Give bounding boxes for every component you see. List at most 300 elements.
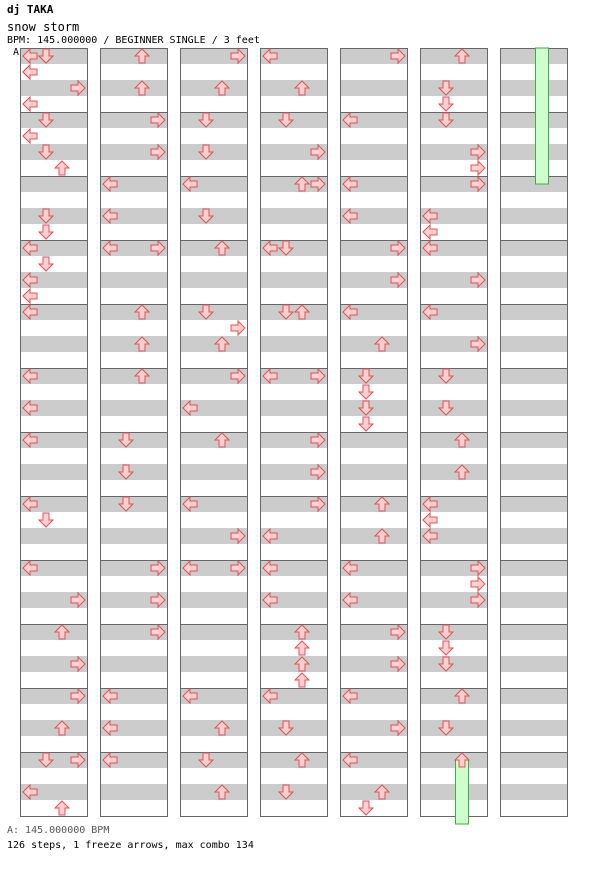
down-arrow-icon [39, 49, 53, 63]
left-arrow-icon [23, 401, 37, 415]
beat-stripe [340, 656, 408, 672]
left-arrow-icon [103, 753, 117, 767]
beat-stripe [340, 112, 408, 128]
beat-stripe [20, 720, 88, 736]
beat-stripe [420, 752, 488, 768]
up-arrow-icon [55, 625, 69, 639]
beat-stripe [180, 80, 248, 96]
left-arrow-icon [23, 241, 37, 255]
beat-stripe [340, 208, 408, 224]
freeze-body [456, 760, 469, 824]
down-arrow-icon [119, 465, 133, 479]
beat-stripe [340, 496, 408, 512]
beat-stripe [340, 144, 408, 160]
beat-stripe [20, 432, 88, 448]
beat-stripe [100, 752, 168, 768]
left-arrow-icon [103, 177, 117, 191]
beat-stripe [260, 464, 328, 480]
left-arrow-icon [343, 753, 357, 767]
beat-stripe [180, 656, 248, 672]
right-arrow-icon [471, 161, 485, 175]
beat-stripe [180, 176, 248, 192]
beat-stripe [20, 560, 88, 576]
beat-stripe [420, 400, 488, 416]
beat-stripe [260, 208, 328, 224]
left-arrow-icon [263, 593, 277, 607]
bpm-marker-line [21, 48, 88, 49]
beat-stripe [180, 304, 248, 320]
beat-stripe [180, 592, 248, 608]
beat-stripe [500, 336, 568, 352]
right-arrow-icon [231, 529, 245, 543]
left-arrow-icon [183, 689, 197, 703]
beat-stripe [20, 240, 88, 256]
left-arrow-icon [23, 273, 37, 287]
beat-stripe [260, 80, 328, 96]
beat-stripe [340, 80, 408, 96]
beat-stripe [260, 432, 328, 448]
beat-stripe [180, 336, 248, 352]
beat-stripe [20, 112, 88, 128]
beat-stripe [100, 208, 168, 224]
down-arrow-icon [439, 369, 453, 383]
left-arrow-icon [343, 177, 357, 191]
left-arrow-icon [263, 689, 277, 703]
beat-stripe [20, 496, 88, 512]
left-arrow-icon [183, 497, 197, 511]
beat-stripe [420, 784, 488, 800]
beat-stripe [500, 752, 568, 768]
beat-stripe [260, 176, 328, 192]
down-arrow-icon [359, 801, 373, 815]
left-arrow-icon [23, 49, 37, 63]
beat-stripe [260, 592, 328, 608]
down-arrow-icon [439, 657, 453, 671]
up-arrow-icon [295, 657, 309, 671]
right-arrow-icon [391, 49, 405, 63]
right-arrow-icon [151, 113, 165, 127]
up-arrow-icon [215, 81, 229, 95]
up-arrow-icon [135, 81, 149, 95]
left-arrow-icon [23, 289, 37, 303]
down-arrow-icon [439, 641, 453, 655]
beat-stripe [500, 624, 568, 640]
right-arrow-icon [471, 561, 485, 575]
up-arrow-icon [455, 753, 469, 767]
up-arrow-icon [135, 305, 149, 319]
beat-stripe [20, 400, 88, 416]
down-arrow-icon [439, 97, 453, 111]
right-arrow-icon [391, 625, 405, 639]
right-arrow-icon [471, 577, 485, 591]
left-arrow-icon [183, 561, 197, 575]
down-arrow-icon [279, 113, 293, 127]
down-arrow-icon [39, 209, 53, 223]
beat-stripe [20, 592, 88, 608]
column-border [501, 49, 568, 817]
beat-stripe [500, 208, 568, 224]
beat-stripe [500, 48, 568, 64]
left-arrow-icon [263, 561, 277, 575]
left-arrow-icon [23, 785, 37, 799]
right-arrow-icon [391, 721, 405, 735]
up-arrow-icon [215, 721, 229, 735]
left-arrow-icon [423, 305, 437, 319]
beat-stripe [340, 368, 408, 384]
beat-stripe [420, 656, 488, 672]
beat-stripe [500, 432, 568, 448]
beat-stripe [20, 528, 88, 544]
beat-stripe [20, 80, 88, 96]
beat-stripe [340, 560, 408, 576]
beat-stripe [260, 656, 328, 672]
beat-stripe [500, 720, 568, 736]
beat-stripe [340, 592, 408, 608]
beat-stripe [180, 688, 248, 704]
beat-stripe [420, 112, 488, 128]
step-stats: 126 steps, 1 freeze arrows, max combo 134 [7, 840, 254, 851]
beat-stripe [260, 48, 328, 64]
beat-stripe [500, 464, 568, 480]
beat-stripe [100, 496, 168, 512]
down-arrow-icon [359, 369, 373, 383]
beat-stripe [420, 720, 488, 736]
right-arrow-icon [311, 369, 325, 383]
up-arrow-icon [455, 49, 469, 63]
down-arrow-icon [199, 753, 213, 767]
up-arrow-icon [215, 337, 229, 351]
chart-column [100, 48, 168, 817]
beat-stripe [340, 176, 408, 192]
beat-stripe [20, 656, 88, 672]
left-arrow-icon [423, 529, 437, 543]
left-arrow-icon [423, 497, 437, 511]
beat-stripe [180, 784, 248, 800]
beat-stripe [420, 432, 488, 448]
beat-stripe [260, 144, 328, 160]
column-border [101, 49, 168, 817]
up-arrow-icon [135, 337, 149, 351]
chart-column [260, 48, 328, 817]
beat-stripe [340, 272, 408, 288]
left-arrow-icon [103, 721, 117, 735]
up-arrow-icon [375, 529, 389, 543]
left-arrow-icon [343, 593, 357, 607]
left-arrow-icon [423, 225, 437, 239]
beat-stripe [260, 688, 328, 704]
beat-stripe [180, 208, 248, 224]
freeze-body [536, 48, 549, 184]
right-arrow-icon [71, 81, 85, 95]
beat-stripe [500, 176, 568, 192]
right-arrow-icon [471, 337, 485, 351]
down-arrow-icon [39, 257, 53, 271]
up-arrow-icon [455, 433, 469, 447]
down-arrow-icon [439, 81, 453, 95]
beat-stripe [260, 368, 328, 384]
beat-stripe [340, 304, 408, 320]
beat-stripe [420, 368, 488, 384]
left-arrow-icon [23, 497, 37, 511]
column-border [21, 49, 88, 817]
beat-stripe [180, 720, 248, 736]
beat-stripe [340, 688, 408, 704]
right-arrow-icon [311, 465, 325, 479]
beat-stripe [260, 560, 328, 576]
right-arrow-icon [231, 321, 245, 335]
beat-stripe [100, 48, 168, 64]
down-arrow-icon [39, 113, 53, 127]
chart-column [500, 48, 568, 817]
right-arrow-icon [71, 689, 85, 703]
down-arrow-icon [199, 209, 213, 223]
beat-stripe [20, 624, 88, 640]
beat-stripe [100, 560, 168, 576]
down-arrow-icon [199, 305, 213, 319]
beat-stripe [20, 176, 88, 192]
right-arrow-icon [311, 177, 325, 191]
beat-stripe [20, 784, 88, 800]
beat-stripe [20, 208, 88, 224]
beat-stripe [500, 304, 568, 320]
beat-stripe [260, 112, 328, 128]
beat-stripe [100, 400, 168, 416]
down-arrow-icon [39, 49, 53, 63]
beat-stripe [20, 368, 88, 384]
beat-stripe [20, 464, 88, 480]
beat-stripe [420, 592, 488, 608]
beat-stripe [100, 688, 168, 704]
beat-stripe [180, 240, 248, 256]
left-arrow-icon [23, 65, 37, 79]
left-arrow-icon [423, 241, 437, 255]
beat-stripe [500, 112, 568, 128]
left-arrow-icon [343, 689, 357, 703]
left-arrow-icon [23, 129, 37, 143]
beat-stripe [420, 80, 488, 96]
left-arrow-icon [103, 209, 117, 223]
beat-stripe [340, 48, 408, 64]
beat-stripe [260, 240, 328, 256]
beat-stripe [420, 464, 488, 480]
left-arrow-icon [23, 97, 37, 111]
beat-stripe [20, 752, 88, 768]
up-arrow-icon [55, 721, 69, 735]
down-arrow-icon [199, 113, 213, 127]
beat-stripe [100, 368, 168, 384]
beat-stripe [260, 272, 328, 288]
left-arrow-icon [423, 513, 437, 527]
beat-stripe [20, 336, 88, 352]
beat-stripe [340, 464, 408, 480]
up-arrow-icon [295, 753, 309, 767]
beat-stripe [500, 80, 568, 96]
down-arrow-icon [279, 305, 293, 319]
right-arrow-icon [391, 273, 405, 287]
beat-stripe [180, 368, 248, 384]
up-arrow-icon [295, 81, 309, 95]
down-arrow-icon [439, 625, 453, 639]
down-arrow-icon [199, 145, 213, 159]
right-arrow-icon [151, 241, 165, 255]
up-arrow-icon [375, 785, 389, 799]
beat-stripe [420, 144, 488, 160]
beat-stripe [340, 432, 408, 448]
chart-column [420, 48, 488, 817]
right-arrow-icon [151, 625, 165, 639]
right-arrow-icon [471, 177, 485, 191]
beat-stripe [20, 144, 88, 160]
beat-stripe [260, 496, 328, 512]
right-arrow-icon [71, 753, 85, 767]
beat-stripe [180, 752, 248, 768]
beat-stripe [100, 624, 168, 640]
up-arrow-icon [55, 161, 69, 175]
up-arrow-icon [455, 465, 469, 479]
up-arrow-icon [295, 625, 309, 639]
beat-stripe [420, 48, 488, 64]
beat-stripe [20, 304, 88, 320]
up-arrow-icon [375, 497, 389, 511]
down-arrow-icon [439, 721, 453, 735]
beat-stripe [420, 272, 488, 288]
beat-stripe [340, 240, 408, 256]
beat-stripe [260, 784, 328, 800]
beat-stripe [500, 368, 568, 384]
beat-stripe [180, 560, 248, 576]
down-arrow-icon [279, 241, 293, 255]
right-arrow-icon [151, 561, 165, 575]
freeze-arrow [536, 48, 549, 184]
down-arrow-icon [279, 785, 293, 799]
down-arrow-icon [279, 721, 293, 735]
beat-stripe [180, 624, 248, 640]
beat-stripe [20, 688, 88, 704]
up-arrow-icon [295, 673, 309, 687]
right-arrow-icon [151, 593, 165, 607]
right-arrow-icon [311, 433, 325, 447]
beat-stripe [180, 400, 248, 416]
column-border [421, 49, 488, 817]
left-arrow-icon [23, 433, 37, 447]
left-arrow-icon [263, 529, 277, 543]
right-arrow-icon [311, 145, 325, 159]
beat-stripe [180, 48, 248, 64]
down-arrow-icon [119, 497, 133, 511]
beat-stripe [100, 592, 168, 608]
left-arrow-icon [263, 49, 277, 63]
beat-stripe [100, 528, 168, 544]
down-arrow-icon [359, 385, 373, 399]
right-arrow-icon [311, 497, 325, 511]
up-arrow-icon [215, 785, 229, 799]
beat-stripe [20, 48, 88, 64]
beat-stripe [100, 784, 168, 800]
beat-stripe [180, 272, 248, 288]
beat-stripe [340, 784, 408, 800]
beat-stripe [500, 496, 568, 512]
right-arrow-icon [391, 657, 405, 671]
beat-stripe [100, 656, 168, 672]
left-arrow-icon [263, 241, 277, 255]
beat-stripe [180, 144, 248, 160]
beat-stripe [500, 400, 568, 416]
beat-stripe [420, 560, 488, 576]
right-arrow-icon [391, 241, 405, 255]
left-arrow-icon [343, 561, 357, 575]
beat-stripe [100, 80, 168, 96]
beat-stripe [420, 240, 488, 256]
beat-stripe [100, 720, 168, 736]
up-arrow-icon [135, 369, 149, 383]
down-arrow-icon [119, 433, 133, 447]
up-arrow-icon [215, 433, 229, 447]
right-arrow-icon [231, 561, 245, 575]
right-arrow-icon [471, 273, 485, 287]
beat-stripe [100, 304, 168, 320]
beat-stripe [100, 272, 168, 288]
beat-stripe [420, 688, 488, 704]
left-arrow-icon [23, 65, 37, 79]
beat-stripe [100, 336, 168, 352]
left-arrow-icon [343, 113, 357, 127]
beat-stripe [180, 464, 248, 480]
beat-stripe [340, 624, 408, 640]
beat-stripe [340, 528, 408, 544]
beat-stripe [20, 272, 88, 288]
left-arrow-icon [183, 401, 197, 415]
beat-stripe [340, 752, 408, 768]
down-arrow-icon [39, 513, 53, 527]
beat-stripe [500, 592, 568, 608]
freeze-arrow [456, 760, 469, 824]
beat-stripe [500, 528, 568, 544]
beat-stripe [500, 240, 568, 256]
up-arrow-icon [55, 801, 69, 815]
beat-stripe [420, 528, 488, 544]
bpm-marker-label: A [13, 47, 20, 58]
left-arrow-icon [23, 65, 37, 79]
beat-stripe [260, 752, 328, 768]
right-arrow-icon [471, 145, 485, 159]
up-arrow-icon [295, 641, 309, 655]
beat-stripe [340, 400, 408, 416]
beat-stripe [100, 432, 168, 448]
beat-stripe [260, 720, 328, 736]
down-arrow-icon [39, 145, 53, 159]
up-arrow-icon [135, 49, 149, 63]
column-border [261, 49, 328, 817]
right-arrow-icon [231, 49, 245, 63]
beat-stripe [340, 720, 408, 736]
beat-stripe [260, 528, 328, 544]
beat-stripe [500, 560, 568, 576]
beat-stripe [180, 112, 248, 128]
bpm-summary: A: 145.000000 BPM [7, 825, 110, 836]
up-arrow-icon [455, 689, 469, 703]
right-arrow-icon [471, 593, 485, 607]
left-arrow-icon [263, 369, 277, 383]
beat-stripe [100, 112, 168, 128]
song-title: snow storm [7, 20, 80, 34]
down-arrow-icon [359, 417, 373, 431]
down-arrow-icon [439, 113, 453, 127]
left-arrow-icon [423, 209, 437, 223]
left-arrow-icon [23, 561, 37, 575]
beat-stripe [500, 688, 568, 704]
beat-stripe [100, 144, 168, 160]
left-arrow-icon [103, 689, 117, 703]
